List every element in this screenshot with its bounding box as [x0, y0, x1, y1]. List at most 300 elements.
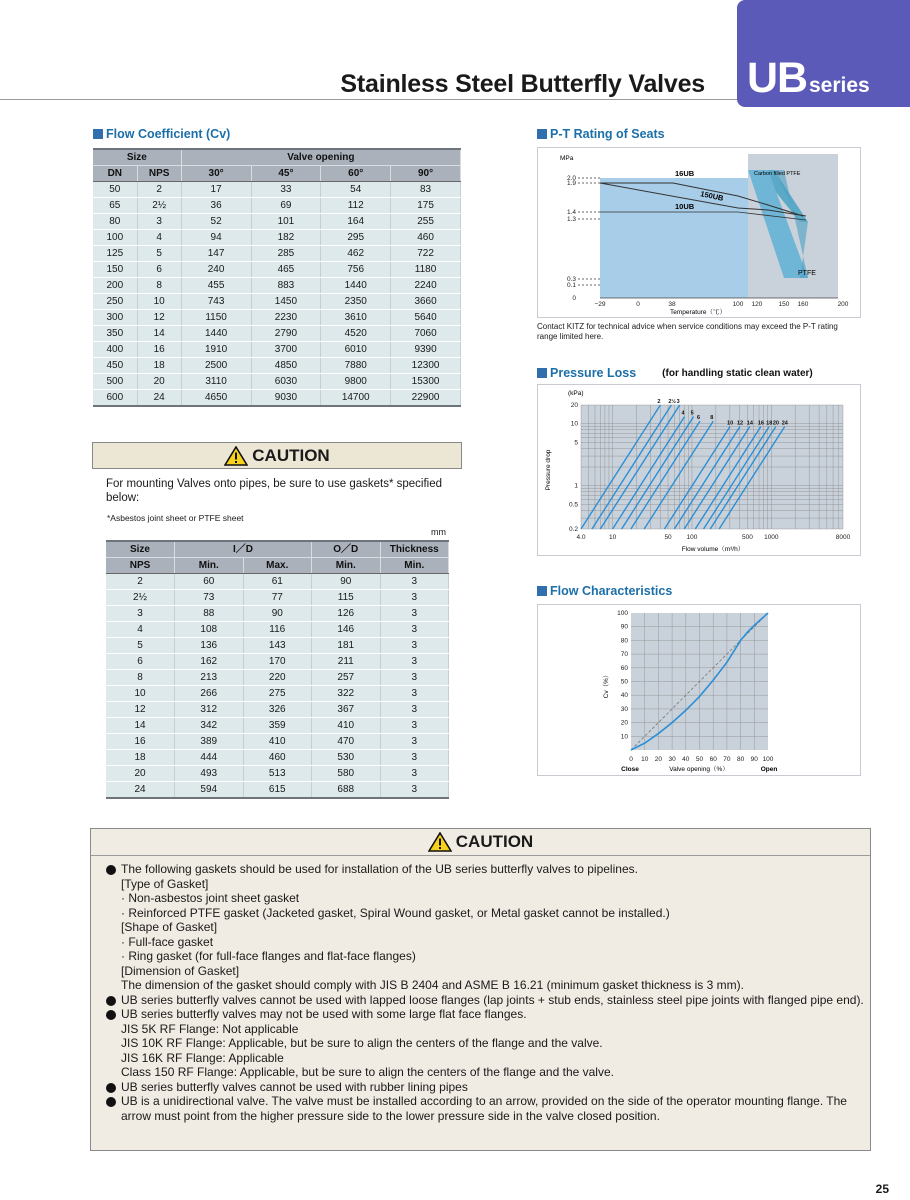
table-cell: 688	[312, 782, 381, 799]
caution-list-item: The dimension of the gasket should comply with JIS B 2404 and ASME B 16.21 (minimum gasket thickness is 3 mm).	[121, 978, 744, 992]
pl-series-label: 6	[696, 415, 701, 422]
pl-x-tick: 500	[742, 534, 753, 541]
table-cell: 7880	[321, 358, 391, 374]
table-cell: 211	[312, 654, 381, 670]
table-cell: 1910	[181, 342, 251, 358]
table-cell: 5	[137, 246, 181, 262]
pl-y-tick: 0.2	[568, 526, 578, 533]
pl-series-label: 16	[757, 420, 764, 427]
pt-label-150ub: 150UB	[699, 189, 725, 203]
table-cell: 36	[181, 198, 251, 214]
table-cell: 3	[380, 718, 449, 734]
table-cell: 410	[243, 734, 312, 750]
table-cell: 594	[175, 782, 244, 799]
gasket-subhead: NPS	[106, 558, 175, 574]
table-cell: 250	[93, 294, 137, 310]
table-cell: 136	[175, 638, 244, 654]
pt-y-tick: 1.3	[566, 216, 576, 223]
pl-series-label: 14	[746, 420, 753, 427]
caution-list-item: Class 150 RF Flange: Applicable, but be sure to align the centers of the flange and the valve.	[121, 1065, 614, 1079]
table-row	[93, 230, 461, 246]
table-cell: 2½	[106, 590, 175, 606]
fc-x-tick: 0	[629, 756, 633, 763]
cv-table	[93, 148, 461, 407]
table-cell: 350	[93, 326, 137, 342]
table-cell: 530	[312, 750, 381, 766]
table-cell: 2	[106, 574, 175, 590]
pt-note: Contact KITZ for technical advice when service conditions may exceed the P-T rating range limited here.	[537, 322, 838, 341]
pl-series-label: 2½	[668, 399, 677, 405]
table-cell: 6	[106, 654, 175, 670]
pt-label-ptfe: PTFE	[798, 270, 816, 277]
table-cell: 2230	[251, 310, 321, 326]
table-cell: 4850	[251, 358, 321, 374]
table-cell: 300	[93, 310, 137, 326]
table-cell: 6	[137, 262, 181, 278]
table-row	[106, 654, 449, 670]
table-row	[106, 766, 449, 782]
table-cell: 500	[93, 374, 137, 390]
table-cell: 2790	[251, 326, 321, 342]
table-cell: 460	[391, 230, 461, 246]
table-cell: 5	[106, 638, 175, 654]
table-cell: 2240	[391, 278, 461, 294]
fc-y-tick: 60	[620, 664, 628, 672]
table-cell: 240	[181, 262, 251, 278]
fc-x-tick: 100	[762, 756, 774, 763]
pl-series-label: 20	[772, 420, 779, 427]
fc-y-tick: 80	[620, 637, 628, 645]
pt-y-tick: 1.4	[566, 209, 576, 216]
table-cell: 170	[243, 654, 312, 670]
pressure-loss-chart	[538, 385, 860, 555]
pt-rating-heading-text: P-T Rating of Seats	[550, 127, 665, 141]
table-cell: 12	[137, 310, 181, 326]
table-cell: 3110	[181, 374, 251, 390]
pl-xlabel: Flow volume（m³/h）	[681, 546, 745, 553]
cv-col-header: 30°	[181, 166, 251, 182]
fc-y-tick: 40	[620, 692, 628, 700]
table-cell: 220	[243, 670, 312, 686]
pl-yunit: (kPa)	[568, 390, 584, 397]
table-cell: 22900	[391, 390, 461, 407]
table-row	[93, 262, 461, 278]
table-cell: 342	[175, 718, 244, 734]
table-cell: 470	[312, 734, 381, 750]
table-cell: 3	[106, 606, 175, 622]
pl-series-label: 10	[727, 420, 734, 427]
table-row	[93, 246, 461, 262]
table-cell: 24	[137, 390, 181, 407]
table-cell: 1440	[321, 278, 391, 294]
table-cell: 4520	[321, 326, 391, 342]
cv-col-header: 90°	[391, 166, 461, 182]
table-row	[106, 574, 449, 590]
pl-series-label: 5	[690, 410, 694, 417]
table-row	[93, 374, 461, 390]
pt-y-tick: 0.3	[566, 276, 576, 283]
table-cell: 17	[181, 182, 251, 198]
pt-chart	[538, 148, 860, 317]
cv-col-header: 45°	[251, 166, 321, 182]
table-cell: 112	[321, 198, 391, 214]
pt-x-tick: 150	[778, 301, 790, 308]
gasket-subhead: Max.	[243, 558, 312, 574]
table-cell: 83	[391, 182, 461, 198]
table-cell: 9030	[251, 390, 321, 407]
table-cell: 3	[380, 590, 449, 606]
table-cell: 275	[243, 686, 312, 702]
table-cell: 108	[175, 622, 244, 638]
table-cell: 18	[106, 750, 175, 766]
cv-head-valve-opening: Valve opening	[181, 149, 460, 166]
table-cell: 10	[137, 294, 181, 310]
fc-x-tick: 10	[641, 756, 649, 763]
table-cell: 2500	[181, 358, 251, 374]
fc-x-tick: 70	[723, 756, 731, 763]
pt-xlabel: Temperature（℃）	[670, 309, 726, 316]
pl-x-tick: 8000	[835, 534, 851, 541]
table-cell: 1450	[251, 294, 321, 310]
table-cell: 513	[243, 766, 312, 782]
table-cell: 9800	[321, 374, 391, 390]
table-cell: 2½	[137, 198, 181, 214]
table-row	[93, 214, 461, 230]
table-cell: 15300	[391, 374, 461, 390]
gasket-head: O／D	[312, 541, 381, 558]
cv-col-header: DN	[93, 166, 137, 182]
pl-series-label: 2	[657, 399, 661, 405]
gasket-head: Thickness	[380, 541, 449, 558]
table-row	[106, 686, 449, 702]
fc-y-tick: 20	[620, 719, 628, 727]
table-cell: 200	[93, 278, 137, 294]
gasket-head: Size	[106, 541, 175, 558]
flow-coefficient-heading	[93, 127, 230, 141]
table-cell: 116	[243, 622, 312, 638]
pt-label-16ub: 16UB	[675, 169, 695, 178]
table-row	[106, 622, 449, 638]
table-cell: 213	[175, 670, 244, 686]
table-cell: 8	[137, 278, 181, 294]
table-cell: 3	[380, 574, 449, 590]
table-row	[106, 750, 449, 766]
table-cell: 90	[312, 574, 381, 590]
table-cell: 3660	[391, 294, 461, 310]
table-cell: 615	[243, 782, 312, 799]
flow-char-chart	[538, 605, 860, 775]
table-cell: 410	[312, 718, 381, 734]
table-cell: 12	[106, 702, 175, 718]
page-number: 25	[875, 1182, 889, 1196]
fc-x-tick: 40	[682, 756, 690, 763]
fc-ylabel: Cv（%）	[603, 671, 610, 699]
caution-list-item: · Non-asbestos joint sheet gasket	[121, 891, 300, 905]
fc-x-tick: 80	[736, 756, 745, 763]
table-cell: 743	[181, 294, 251, 310]
table-cell: 455	[181, 278, 251, 294]
caution-list-item: · Ring gasket (for full-face flanges and flat-face flanges)	[121, 949, 416, 963]
table-cell: 147	[181, 246, 251, 262]
table-cell: 389	[175, 734, 244, 750]
pt-y-ticks	[567, 175, 576, 302]
table-row	[106, 590, 449, 606]
table-cell: 73	[175, 590, 244, 606]
table-cell: 88	[175, 606, 244, 622]
pl-series-label: 3	[676, 399, 680, 405]
table-row	[106, 638, 449, 654]
fc-open-label: Open	[760, 766, 778, 773]
table-cell: 146	[312, 622, 381, 638]
pressure-loss-chart-box	[537, 384, 861, 556]
fc-y-tick: 90	[620, 623, 628, 631]
flow-char-chart-box	[537, 604, 861, 776]
gasket-head: I／D	[175, 541, 312, 558]
caution-box	[90, 828, 871, 1151]
pressure-loss-heading-text: Pressure Loss	[550, 366, 637, 380]
pl-x-tick: 100	[686, 534, 698, 541]
pt-y-tick: 0.1	[566, 282, 576, 289]
pt-x-tick: 100	[732, 301, 744, 308]
pt-x-ticks	[594, 301, 848, 308]
series-tab	[737, 0, 910, 107]
pl-x-tick: 1000	[764, 534, 779, 541]
table-cell: 3	[380, 654, 449, 670]
table-cell: 3	[380, 782, 449, 799]
table-row	[93, 310, 461, 326]
gasket-table	[106, 540, 449, 799]
table-cell: 3	[380, 686, 449, 702]
pl-series-label: 24	[781, 420, 788, 427]
pl-series-label: 4	[681, 410, 685, 417]
table-cell: 312	[175, 702, 244, 718]
table-cell: 444	[175, 750, 244, 766]
table-cell: 90	[243, 606, 312, 622]
table-cell: 52	[181, 214, 251, 230]
pt-ylabel: MPa	[560, 155, 574, 162]
table-cell: 2	[137, 182, 181, 198]
table-cell: 400	[93, 342, 137, 358]
gasket-subhead: Min.	[380, 558, 449, 574]
table-cell: 181	[312, 638, 381, 654]
cv-col-header: NPS	[137, 166, 181, 182]
pl-y-tick: 5	[574, 439, 578, 447]
table-cell: 50	[93, 182, 137, 198]
flow-coefficient-heading-text: Flow Coefficient (Cv)	[106, 127, 231, 141]
pl-series-label: 8	[710, 415, 714, 422]
table-row	[93, 326, 461, 342]
fc-y-tick: 70	[620, 651, 628, 659]
caution-list	[105, 862, 865, 1123]
table-cell: 14700	[321, 390, 391, 407]
cv-head-size: Size	[93, 149, 181, 166]
pt-y-tick: 1.9	[566, 180, 576, 187]
table-cell: 24	[106, 782, 175, 799]
table-cell: 150	[93, 262, 137, 278]
table-cell: 493	[175, 766, 244, 782]
fc-y-tick: 50	[620, 678, 628, 686]
table-row	[106, 702, 449, 718]
square-bullet-icon	[537, 368, 547, 378]
table-cell: 6010	[321, 342, 391, 358]
pl-series-label: 12	[736, 420, 744, 427]
table-cell: 580	[312, 766, 381, 782]
cv-col-header: 60°	[321, 166, 391, 182]
table-cell: 3610	[321, 310, 391, 326]
table-cell: 14	[106, 718, 175, 734]
square-bullet-icon	[537, 586, 547, 596]
fc-xlabel: Valve opening（%）	[669, 766, 729, 773]
table-cell: 4	[137, 230, 181, 246]
pt-x-tick: −29	[594, 301, 606, 308]
caution-list-item: JIS 16K RF Flange: Applicable	[121, 1050, 284, 1065]
table-cell: 3	[380, 638, 449, 654]
square-bullet-icon	[93, 129, 103, 139]
pt-label-10ub: 10UB	[675, 202, 695, 211]
table-cell: 16	[137, 342, 181, 358]
table-cell: 3	[137, 214, 181, 230]
table-cell: 255	[391, 214, 461, 230]
caution-list-item: · Reinforced PTFE gasket (Jacketed gasket, Spiral Wound gasket, or Metal gasket cannot be installed.)	[121, 905, 670, 920]
table-cell: 54	[321, 182, 391, 198]
pressure-loss-heading	[537, 366, 813, 380]
table-cell: 465	[251, 262, 321, 278]
page-title: Stainless Steel Butterfly Valves	[340, 70, 705, 98]
table-cell: 77	[243, 590, 312, 606]
table-cell: 6030	[251, 374, 321, 390]
table-cell: 3	[380, 766, 449, 782]
caution-list-item: [Shape of Gasket]	[121, 920, 218, 934]
table-row	[106, 782, 449, 799]
table-cell: 1180	[391, 262, 461, 278]
flow-char-heading	[537, 584, 672, 598]
pl-ylabel: Pressure drop	[545, 449, 552, 491]
fc-y-tick: 30	[620, 705, 628, 713]
pl-y-tick: 1	[574, 482, 578, 490]
fc-close-label: Close	[621, 766, 639, 773]
series-tab-ub: UB	[747, 54, 808, 102]
table-cell: 18	[137, 358, 181, 374]
fc-x-tick: 20	[654, 756, 663, 763]
pl-x-tick: 50	[664, 534, 672, 541]
table-cell: 33	[251, 182, 321, 198]
table-cell: 20	[106, 766, 175, 782]
table-cell: 3	[380, 734, 449, 750]
table-cell: 69	[251, 198, 321, 214]
pt-x-tick: 0	[636, 301, 640, 308]
fc-x-tick: 30	[668, 756, 676, 763]
gasket-subhead: Min.	[312, 558, 381, 574]
table-cell: 3	[380, 622, 449, 638]
table-row	[93, 390, 461, 407]
table-row	[106, 718, 449, 734]
table-cell: 7060	[391, 326, 461, 342]
caution-list-item: · Full-face gasket	[121, 934, 214, 949]
pl-x-tick: 10	[608, 534, 617, 541]
pl-y-tick: 20	[570, 402, 578, 409]
table-cell: 175	[391, 198, 461, 214]
table-cell: 101	[251, 214, 321, 230]
caution-list-item: The following gaskets should be used for installation of the UB series butterfly valves to pipelines.	[105, 862, 865, 877]
square-bullet-icon	[537, 129, 547, 139]
table-cell: 126	[312, 606, 381, 622]
warning-icon	[428, 832, 452, 852]
table-cell: 322	[312, 686, 381, 702]
pt-y-tick: 2.0	[566, 175, 576, 182]
pl-y-tick: 0.5	[568, 501, 578, 509]
table-cell: 3	[380, 670, 449, 686]
table-cell: 3700	[251, 342, 321, 358]
pt-x-tick: 38	[668, 301, 676, 308]
warning-icon	[224, 446, 248, 466]
caution-list-item: [Dimension of Gasket]	[121, 963, 240, 978]
table-cell: 359	[243, 718, 312, 734]
pt-rating-heading	[537, 127, 665, 141]
table-cell: 5640	[391, 310, 461, 326]
pt-y-tick: 0	[572, 295, 576, 302]
table-cell: 61	[243, 574, 312, 590]
pl-y-tick: 10	[570, 420, 578, 428]
pt-x-tick: 120	[751, 301, 763, 308]
table-cell: 80	[93, 214, 137, 230]
table-cell: 164	[321, 214, 391, 230]
pl-series-label: 18	[766, 420, 773, 427]
table-cell: 3	[380, 750, 449, 766]
table-row	[93, 182, 461, 198]
table-row	[93, 358, 461, 374]
table-cell: 162	[175, 654, 244, 670]
table-cell: 125	[93, 246, 137, 262]
table-row	[93, 198, 461, 214]
table-cell: 1440	[181, 326, 251, 342]
table-cell: 115	[312, 590, 381, 606]
table-row	[93, 278, 461, 294]
table-cell: 10	[106, 686, 175, 702]
table-cell: 1150	[181, 310, 251, 326]
table-row	[106, 734, 449, 750]
fc-x-tick: 50	[695, 756, 704, 763]
table-cell: 3	[380, 606, 449, 622]
table-row	[93, 342, 461, 358]
table-cell: 600	[93, 390, 137, 407]
pl-x-tick: 4.0	[576, 534, 586, 541]
table-cell: 100	[93, 230, 137, 246]
series-tab-label: series	[809, 74, 870, 97]
table-cell: 450	[93, 358, 137, 374]
caution-list-item: [Type of Gasket]	[121, 876, 209, 891]
table-cell: 756	[321, 262, 391, 278]
table-cell: 883	[251, 278, 321, 294]
table-cell: 14	[137, 326, 181, 342]
table-row	[93, 294, 461, 310]
table-cell: 462	[321, 246, 391, 262]
fc-y-tick: 10	[620, 733, 628, 741]
table-row	[106, 606, 449, 622]
fc-x-tick: 60	[709, 756, 717, 763]
table-cell: 266	[175, 686, 244, 702]
table-cell: 257	[312, 670, 381, 686]
table-cell: 367	[312, 702, 381, 718]
table-cell: 94	[181, 230, 251, 246]
flow-char-heading-text: Flow Characteristics	[550, 584, 673, 598]
pt-label-carbon-ptfe: Carbon filled PTFE	[754, 171, 801, 177]
caution-list-item: JIS 5K RF Flange: Not applicable	[121, 1021, 299, 1036]
table-cell: 3	[380, 702, 449, 718]
caution-list-item: UB series butterfly valves cannot be used with lapped loose flanges (lap joints + stub ends, stainless steel pipe joints with flanged pipe end).	[105, 993, 865, 1008]
pt-chart-box	[537, 147, 861, 318]
caution-list-item: UB series butterfly valves cannot be used with rubber lining pipes	[105, 1080, 865, 1095]
caution-footnote: *Asbestos joint sheet or PTFE sheet	[107, 513, 244, 523]
